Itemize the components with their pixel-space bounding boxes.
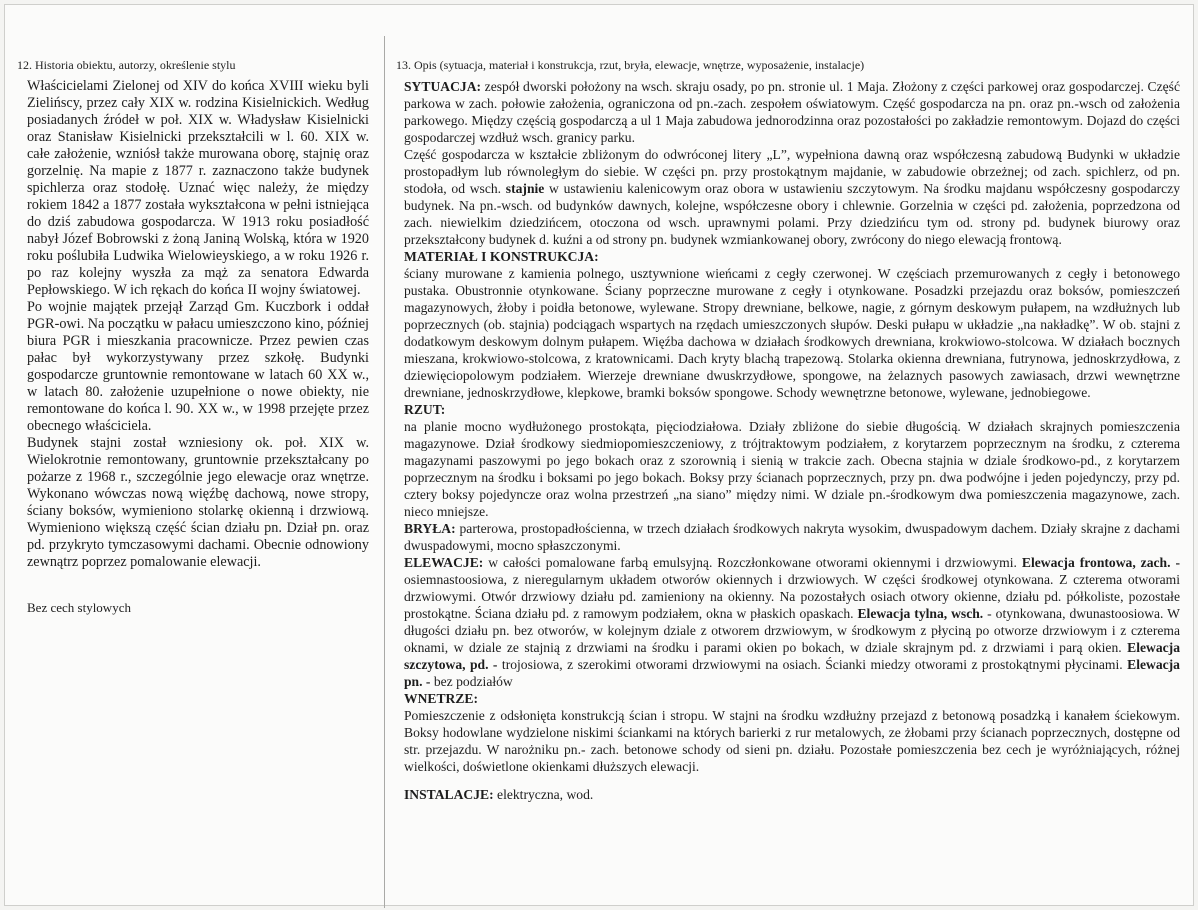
massing-label: BRYŁA: <box>404 521 456 536</box>
history-paragraph: Po wojnie majątek przejął Zarząd Gm. Kuczbork i oddał PGR-owi. Na początku w pałacu umieszczono kino, później biura PGR i mieszkania pracownicze. Przez pewien czas pałac był wykorzystywany przez szkołę. Budynki gospodarcze gruntownie remontowane w latach 60 XX w., w latach 80. założenie uzupełnione o nowe obiekty, nie remontowane do końca l. 90. XX w., w 1998 przejęte przez obecnego właściciela. <box>27 299 369 434</box>
interior-label <box>404 690 1180 707</box>
elevations-text-2: osiemnastoosiowa, z nieregularnym układem otworów okiennych i drzwiowych. W części środkowej otynkowana. Z czterema otworami drzwiowymi. Otwór drzwiowy działu pd. zamieniony na okienny. Na pozostałych osiach otwory okienne, działu pd. półkoliste, pozostałe prostokątne. Ściana działu pd. z ramowym podziałem, okna w płaskich opaskach. <box>404 572 1180 621</box>
massing-section <box>404 520 1180 554</box>
column-divider <box>384 36 385 908</box>
description-heading: 13. Opis (sytuacja, materiał i konstrukcja, rzut, bryła, elewacje, wnętrze, wyposażenie, instalacje) <box>396 58 865 72</box>
elevations-text-3: - otynkowana, dwunastoosiowa. W długości działu pn. bez otworów, w kolejnym dziale z otworem drzwiowym, w środkowym z płyciną po otworze drzwiowym i z czterema oknami, w dziale ze stajnią z drzwiami na środku i parami okien po bokach, w dziale skrajnym pd. z drzwiami i parą okien. <box>404 606 1180 655</box>
elevations-text-4: trojosiowa, z szerokimi otworami drzwiowymi na osiach. Ścianki miedzy otworami z prostokątnymi płycinami. <box>497 657 1128 672</box>
plan-label <box>404 401 1180 418</box>
plan-label-text: RZUT: <box>404 402 446 417</box>
material-text: ściany murowane z kamienia polnego, usztywnione wieńcami z cegły czerwonej. W częściach przemurowanych z cegły i betonowego pustaka. Obustronnie otynkowane. Ściany poprzeczne murowane z cegły i otynkowane. Posadzki przejazdu oraz boksów, pomieszczeń magazynowych, żłoby i poidła betonowe, wylewane. Stropy drewniane, belkowe, nagie, z górnym deskowym pułapem, na wzdłużnych lub poprzecznych (ob. stajnia) podciągach wspartych na rzędach umieszczonych słupów. Deski pułapu w układzie „na nakładkę”. W ob. stajni z dodatkowym deskowym dolnym pułapem. Więźba dachowa w działach środkowych drewniana, krokwiowo-stolcowa. W działach bocznych mieszana, krokwiowo-stolcowa, z kratownicami. Dach kryty blachą trapezową. Stolarka okienna drewniana, futrynowa, jednoskrzydłowa, z dziewięciopolowym podziałem. Wierzeje drewniane dwuskrzydłowe, spongowe, na żelaznych pasowych zawiasach, drzwi wewnętrzne drewniane, jednoskrzydłowe, klepkowe, bramki boksów spongowe. Schody wewnętrzne betonowe, wylewane, jednobiegowe. <box>404 266 1180 400</box>
elevations-section <box>404 554 1180 690</box>
installations-label: INSTALACJE: <box>404 787 494 802</box>
installations-section <box>404 787 1180 803</box>
elevations-label: ELEWACJE: <box>404 555 484 570</box>
situation-label: SYTUACJA: <box>404 79 482 94</box>
gable-elevation-label: Elewacja szczytowa, pd. - <box>404 640 1180 672</box>
material-label-text: MATERIAŁ I KONSTRUKCJA: <box>404 249 599 264</box>
situation-text: zespół dworski położony na wsch. skraju osady, po pn. stronie ul. 1 Maja. Złożony z części parkowej oraz gospodarczej. Część parkowa w zach. połowie założenia, ograniczona od pn.-zach. zespołem oświatowym. Część gospodarcza na pn. oraz pn.-wsch od założenia parkowego. Między częścią gospodarczą a ul 1 Maja zabudowa jednorodzinna oraz pozostałości po zakładzie remontowym. Dojazd do części gospodarczej wzdłuż wsch. granicy parku. <box>404 79 1180 145</box>
elevations-text-5: bez podziałów <box>430 674 513 689</box>
situation-section-2 <box>404 146 1180 248</box>
plan-text: na planie mocno wydłużonego prostokąta, pięciodziałowa. Działy zbliżone do siebie długością. W działach skrajnych pomieszczenia magazynowe. Dział środkowy siedmiopomieszczeniowy, z trójtraktowym podziałem, z korytarzem poprzecznym na środku, z czterema magazynami paszowymi po jego bokach oraz z szorownią i sienią w trakcie zach. Obecna stajnia w dziale środkowo-pd., z korytarzem poprzecznym na środku i boksami po jego bokach. Boksy przy ścianach poprzecznych, przy pn. dwa podwójne i jeden pojedynczy, przy pd. cztery boksy pojedyncze oraz wolna przestrzeń „na siano” między nimi. W dziale pn.-środkowym dwa pomieszczenia magazynowe, zach. nieco mniejsze. <box>404 419 1180 519</box>
style-note: Bez cech stylowych <box>27 600 131 615</box>
north-elevation-label: Elewacja pn. - <box>404 657 1180 689</box>
elevations-text-1: w całości pomalowane farbą emulsyjną. Rozczłonkowane otworami okiennymi i drzwiowymi. <box>483 555 1022 570</box>
situation-text-2b: w ustawieniu kalenicowym oraz obora w ustawieniu szczytowym. Na środku majdanu współczesny gospodarczy budynek. Na pn.-wsch. od budynków dawnych, kolejne, współczesne obory i chlewnie. Gorzelnia w części pd. założenia, poprzedzona od zach. niewielkim dziedzińcem, otoczona od wsch. uprawnymi polami. Przy dziedzińcu tym od. strony pd. budynek biurowy oraz przekształcony budynek d. kuźni a od strony pn. budynek wzmiankowanej obory, zwrócony do niego elewacją frontową. <box>404 181 1180 247</box>
interior-text: Pomieszczenie z odsłonięta konstrukcją ścian i stropu. W stajni na środku wzdłużny przejazd z betonową posadzką i kanałem ściekowym. Boksy hodowlane wydzielone niskimi ściankami na których barierki z rur metalowych, ze żłobami przy ścianach poprzecznych, dostępne od str. przejazdu. W narożniku pn.- zach. betonowe schody od sieni pn. działu. Pozostałe pomieszczenia bez cech je wyróżniających, różnej wielkości, doświetlone okienkami dłuższych elewacji. <box>404 708 1180 774</box>
history-column <box>17 58 369 616</box>
description-column <box>396 58 1180 803</box>
front-elevation-label: Elewacja frontowa, zach. - <box>1021 555 1180 570</box>
situation-section <box>404 78 1180 146</box>
situation-text-2a: Część gospodarcza w kształcie zbliżonym do odwróconej litery „L”, wypełniona dawną oraz współczesną zabudową Budynki w układzie prostopadłym lub równoległym do siebie. W części pn. przy prostokątnym majdanie, w zabudowie obrzeżnej; od zach. spichlerz, od pn. stodoła, od wsch. <box>404 147 1180 196</box>
rear-elevation-label: Elewacja tylna, wsch. <box>857 606 984 621</box>
material-label <box>404 248 1180 265</box>
history-paragraph: Właścicielami Zielonej od XIV do końca XVIII wieku byli Zielińscy, przez cały XIX w. rodzina Kisielnickich. Według posiadanych źródeł w poł. XIX w. Władysław Kisielnicki oraz Stanisław Kisielnicki przekształcili w l. 60. XIX w. całe założenie, wzniósł także murowana oborę, stajnię oraz gorzelnię. Na mapie z 1877 r. zaznaczono także budynek spichlerza oraz stodołę. Uznać więc należy, że między rokiem 1842 a 1877 została wykształcona w pełni istniejąca do dziś zabudowa gospodarcza. W 1913 roku posiadłość nabył Józef Bobrowski z żoną Janiną Wolską, która w 1920 roku poślubiła Ludwika Wielowieyskiego, a w roku 1926 r. po raz kolejny wyszła za mąż za senatora Edwarda Pepłowskiego. W ich rękach do końca II wojny światowej. <box>27 78 369 298</box>
interior-label-text: WNETRZE: <box>404 691 479 706</box>
installations-text: elektryczna, wod. <box>493 787 594 802</box>
history-heading: 12. Historia obiektu, autorzy, określenie stylu <box>17 58 236 72</box>
massing-text: parterowa, prostopadłościenna, w trzech działach środkowych nakryta wysokim, dwuspadowym dachem. Działy skrajne z dachami dwuspadowymi, mocno spłaszczonymi. <box>404 521 1180 553</box>
history-paragraph: Budynek stajni został wzniesiony ok. poł. XIX w. Wielokrotnie remontowany, gruntownie przekształcany po pożarze z 1968 r., szczególnie jego elewacje oraz wnętrze. Wykonano wówczas nową więźbę dachową, nowe stropy, ściany boksów, wymieniono stolarkę okienną i drzwiową. Wymieniono większą część ścian działu pn. Dział pn. oraz pd. przykryto tymczasowymi dachami. Obecnie odnowiony zewnątrz poprzez pomalowanie elewacji. <box>27 435 369 570</box>
stable-term: stajnie <box>505 181 545 196</box>
